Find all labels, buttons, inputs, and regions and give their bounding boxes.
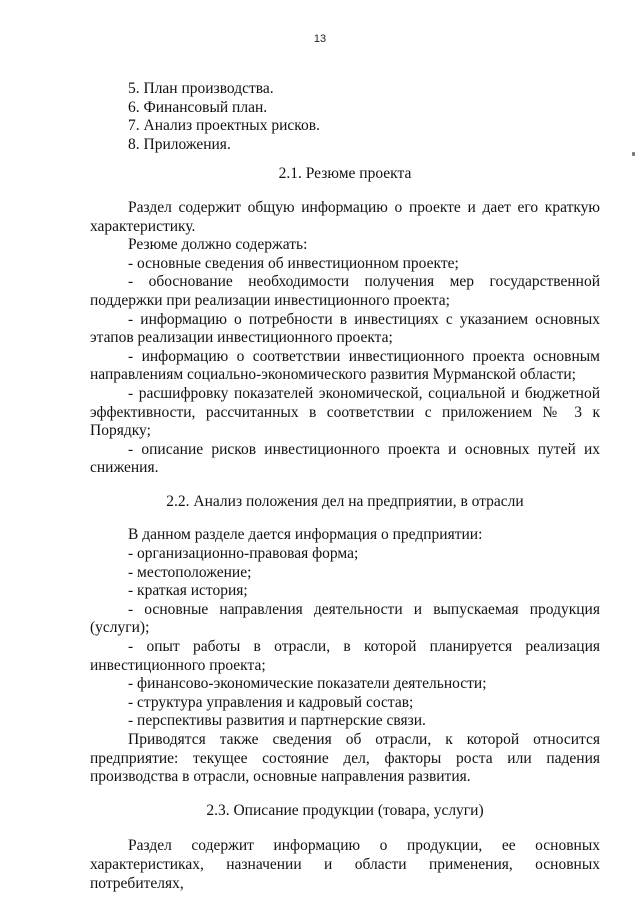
list-item: - перспективы развития и партнерские связи.: [128, 712, 426, 730]
section-2-2-lead: В данном разделе дается информация о предприятии:: [128, 526, 483, 544]
list-item: - финансово-экономические показатели деятельности;: [128, 675, 487, 693]
list-item: - описание рисков инвестиционного проекта и основных путей их снижения.: [90, 440, 600, 477]
section-heading-2-2: 2.2. Анализ положения дел на предприятии, в отрасли: [166, 492, 524, 510]
list-item: - структура управления и кадровый состав;: [128, 693, 414, 711]
list-item: - организационно-правовая форма;: [128, 545, 359, 563]
list-item: - основные направления деятельности и выпускаемая продукция (услуги);: [90, 600, 600, 637]
page-number: 13: [313, 33, 327, 45]
section-heading-2-3: 2.3. Описание продукции (товара, услуги): [206, 801, 484, 819]
list-item: - опыт работы в отрасли, в которой планируется реализация инвестиционного проекта;: [90, 638, 600, 674]
plan-sections-list: [90, 80, 600, 154]
list-item: - местоположение;: [128, 563, 252, 581]
list-item: - обоснование необходимости получения мер государственной поддержки при реализации инвестиционного проекта;: [90, 273, 600, 309]
list-item: 6. Финансовый план.: [128, 98, 268, 116]
section-heading-2-1: 2.1. Резюме проекта: [278, 165, 412, 183]
list-item: 7. Анализ проектных рисков.: [128, 117, 320, 135]
list-item: - краткая история;: [128, 582, 248, 600]
section-2-3-intro: Раздел содержит информацию о продукции, ее основных характеристиках, назначении и области применения, основных потребителях,: [90, 837, 600, 892]
list-item: - информацию о соответствии инвестиционного проекта основным направлениям социально-экономического развития Мурманской области;: [90, 347, 600, 384]
list-item: - расшифровку показателей экономической, социальной и бюджетной эффективности, рассчитанных в соответствии с приложением № 3 к Порядку;: [90, 384, 600, 440]
section-2-1-intro: Раздел содержит общую информацию о проекте и дает его краткую характеристику.: [90, 198, 600, 235]
list-item: - информацию о потребности в инвестициях с указанием основных этапов реализации инвестиционного проекта;: [90, 310, 600, 347]
scan-mark: [632, 152, 635, 156]
section-2-2-closing: Приводятся также сведения об отрасли, к которой относится предприятие: текущее состояние дел, факторы роста или падения производства в отрасли, основные направления развития.: [90, 731, 600, 786]
list-item: - основные сведения об инвестиционном проекте;: [128, 254, 459, 272]
document-body: [90, 80, 600, 893]
section-2-1-lead: Резюме должно содержать:: [128, 236, 308, 254]
list-item: 8. Приложения.: [128, 135, 231, 153]
list-item: 5. План производства.: [128, 80, 274, 97]
